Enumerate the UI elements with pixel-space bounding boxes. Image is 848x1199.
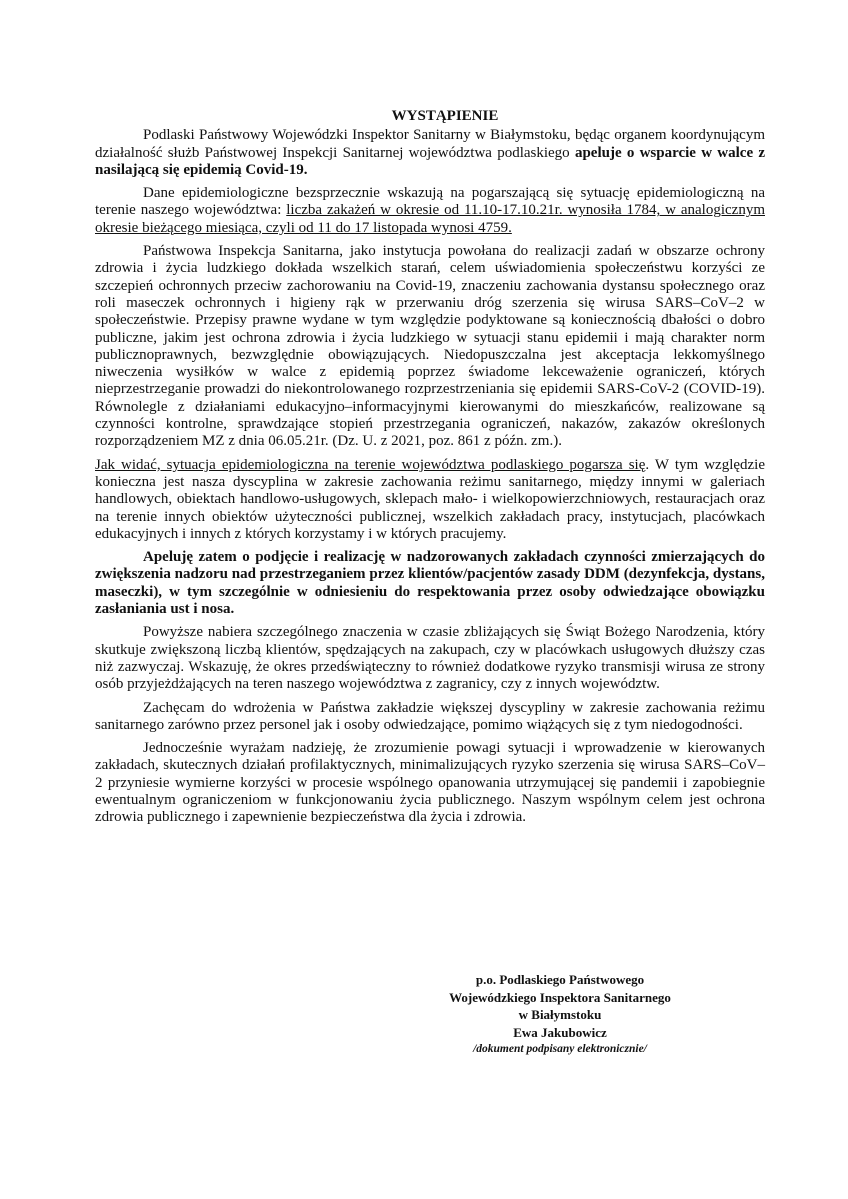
signature-block xyxy=(430,971,690,1059)
paragraph-2 xyxy=(95,185,765,237)
document-body xyxy=(95,108,765,833)
paragraph-1-bold: apeluje o wsparcie w walce z nasilającą się epidemią Covid-19. xyxy=(95,144,766,178)
paragraph-1-text: Podlaski Państwowy Wojewódzki Inspektor Sanitarny w Białymstoku, będąc organem koordynującym działalność służb Państwowej Inspekcji Sanitarnej województwa podlaskiego xyxy=(95,127,765,161)
paragraph-4-text: . W tym względzie konieczna jest nasza dyscyplina w zakresie zachowania reżimu sanitarnego, między innymi w galeriach handlowych, obiektach handlowo-usługowych, sklepach mało- i wielkopowierzchniowych, restauracjach oraz na terenie innych obiektów użyteczności publicznej, wszelkich zakładach pracy, instytucjach, placówkach edukacyjnych i innych z których korzystamy i w których pracujemy. xyxy=(95,456,765,542)
paragraph-3: Państwowa Inspekcja Sanitarna, jako instytucja powołana do realizacji zadań w obszarze ochrony zdrowia i życia ludzkiego dokłada wszelkich starań, celem uświadomienia społeczeństwu korzyści ze szczepień ochronnych przeciw zachorowaniu na Covid-19, znaczeniu zachowania dystansu społecznego oraz roli maseczek ochronnych i higieny rąk w przerwaniu dróg szerzenia się wirusa SARS–CoV–2 w społeczeństwie. Przepisy prawne wydane w tym względzie podyktowane są koniecznością dbałości o dobro publiczne, jakim jest ochrona zdrowia i życia ludzkiego w sytuacji stanu epidemii i mają charakter norm publicznoprawnych, bezwzględnie obowiązujących. Niedopuszczalna jest akceptacja lekkomyślnego niweczenia wysiłków w walce z epidemią poprzez świadome lekceważenie ograniczeń, których nieprzestrzeganie prowadzi do niekontrolowanego rozprzestrzeniania się epidemii SARS-CoV-2 (COVID-19). Równolegle z działaniami edukacyjno–informacyjnymi kierowanymi do mieszkańców, realizowane są czynności kontrolne, sprawdzające stopień przestrzegania ograniczeń, nakazów, zakazów określonych rozporządzeniem MZ z dnia 06.05.21r. (Dz. U. z 2021, poz. 861 z późn. zm.). xyxy=(95,243,765,450)
paragraph-1 xyxy=(95,127,765,179)
signature-line-3: w Białymstoku xyxy=(518,1007,602,1022)
document-title: WYSTĄPIENIE xyxy=(391,108,499,124)
paragraph-8: Jednocześnie wyrażam nadzieję, że zrozumienie powagi sytuacji i wprowadzenie w kierowanych zakładach, skutecznych działań profilaktycznych, minimalizujących ryzyko szerzenia się wirusa SARS–CoV–2 przyniesie wymierne korzyści w procesie wspólnego opanowania utrzymującej się pandemii i zapobiegnie ewentualnym ograniczeniom w funkcjonowaniu życia publicznego. Naszym wspólnym celem jest ochrona zdrowia publicznego i zapewnienie bezpieczeństwa dla życia i zdrowia. xyxy=(95,740,765,826)
paragraph-4-underlined: Jak widać, sytuacja epidemiologiczna na terenie województwa podlaskiego pogarsza się xyxy=(95,456,646,473)
signature-line-1: p.o. Podlaskiego Państwowego xyxy=(475,972,645,987)
signature-name: Ewa Jakubowicz xyxy=(513,1024,607,1040)
paragraph-4 xyxy=(95,457,765,543)
signature-note: /dokument podpisany elektronicznie/ xyxy=(473,1043,647,1055)
paragraph-2-underlined: liczba zakażeń w okresie od 11.10-17.10.21r. wynosiła 1784, w analogicznym okresie bieżącego miesiąca, czyli od 11 do 17 listopada wynosi 4759. xyxy=(95,202,765,236)
paragraph-6: Powyższe nabiera szczególnego znaczenia w czasie zbliżających się Świąt Bożego Narodzenia, który skutkuje zwiększoną liczbą klientów, spędzających na zakupach, czy w placówkach usługowych dłuższy czas niż zazwyczaj. Wskazuję, że okres przedświąteczny to również dodatkowe ryzyko transmisji wirusa ze strony osób przyjeżdżających na teren naszego województwa z zagranicy, czy z innych województw. xyxy=(95,624,765,693)
paragraph-2-text: Dane epidemiologiczne bezsprzecznie wskazują na pogarszającą się sytuację epidemiologiczną na terenie naszego województwa: xyxy=(95,185,765,219)
signature-line-2: Wojewódzkiego Inspektora Sanitarnego xyxy=(449,989,671,1005)
paragraph-5-appeal: Apeluję zatem o podjęcie i realizację w nadzorowanych zakładach czynności zmierzających do zwiększenia nadzoru nad przestrzeganiem przez klientów/pacjentów zasady DDM (dezynfekcja, dystans, maseczki), w tym szczególnie w odniesieniu do respektowania przez osoby odwiedzające obowiązku zasłaniania ust i nosa. xyxy=(95,549,765,618)
paragraph-7: Zachęcam do wdrożenia w Państwa zakładzie większej dyscypliny w zakresie zachowania reżimu sanitarnego zarówno przez personel jak i osoby odwiedzające, pomimo wiążących się z tym niedogodności. xyxy=(95,699,765,733)
